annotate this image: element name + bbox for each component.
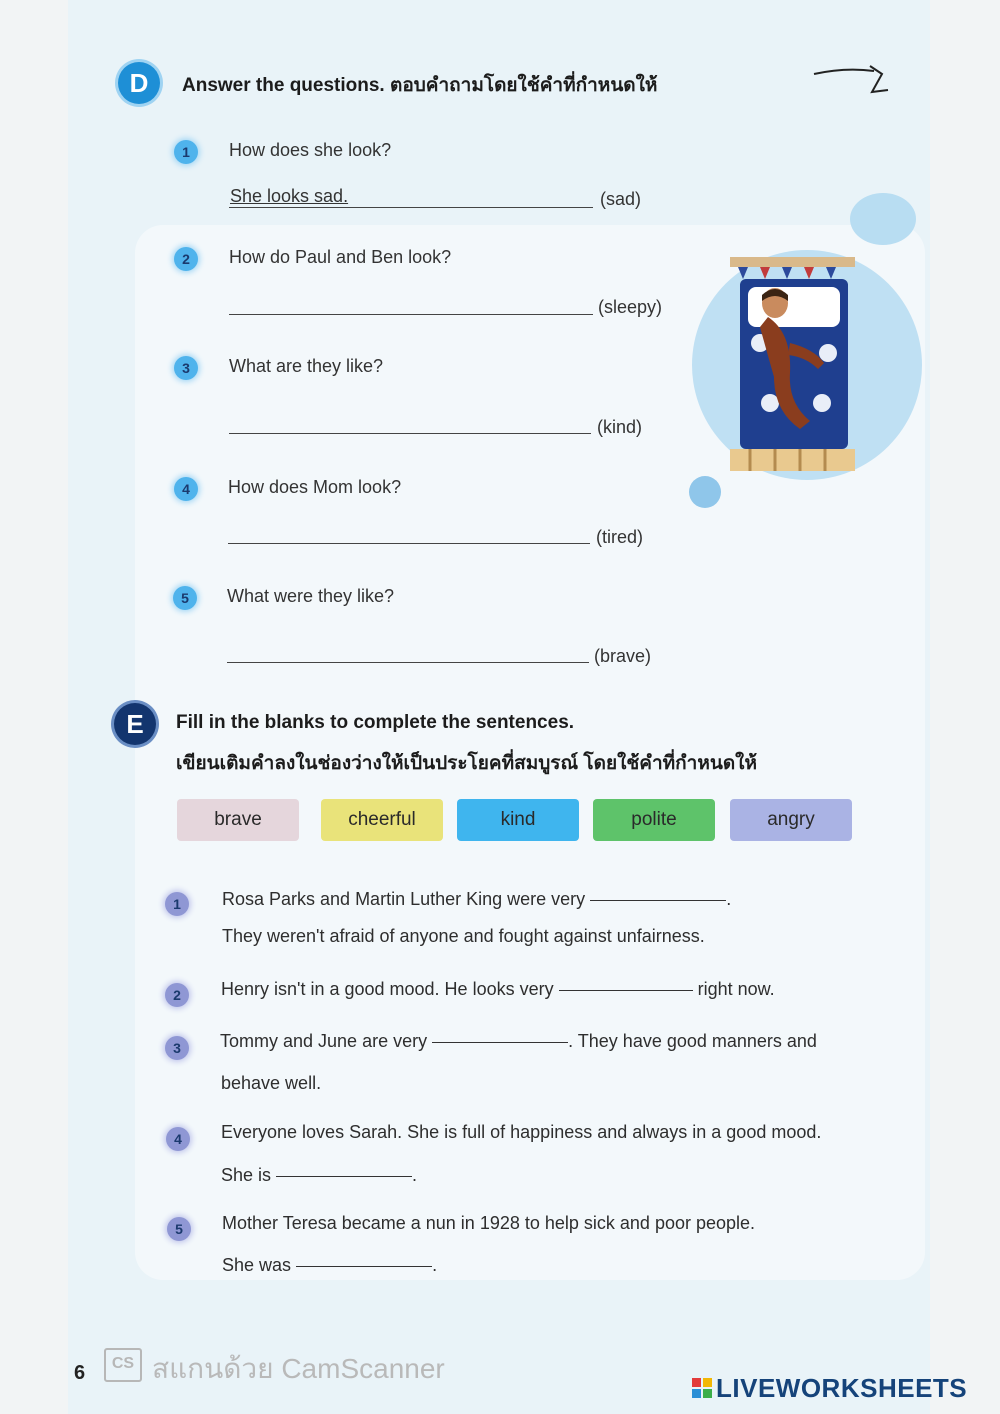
sentence-text: . [432,1255,438,1275]
section-d-badge: D [118,62,160,104]
sentence-line [221,979,775,1000]
sentence-number: 4 [166,1127,190,1151]
answer-hint: (sleepy) [598,297,663,317]
sentence-text: Rosa Parks and Martin Luther King were very [222,889,586,909]
word-bank-chip: polite [593,799,715,841]
sentence-text: Tommy and June are very [220,1031,428,1051]
sentence-text: Henry isn't in a good mood. He looks very [221,979,554,999]
sentence-text: They weren't afraid of anyone and fought against unfairness. [222,926,705,946]
question-number: 1 [174,140,198,164]
sentence-text: . They have good manners and [568,1031,817,1051]
section-e-instruction: Fill in the blanks to complete the sentences. [176,712,575,733]
section-e-badge: E [114,703,156,745]
question-text: How do Paul and Ben look? [229,247,452,267]
word-bank-chip: kind [457,799,579,841]
sleeping-child-illustration [730,253,855,475]
question-number: 5 [173,586,197,610]
answer-blank[interactable] [432,1041,568,1043]
answer-line[interactable] [229,314,593,315]
question-number: 3 [174,356,198,380]
sentence-number: 2 [165,983,189,1007]
word-bank-chip: brave [177,799,299,841]
word-bank-chip: angry [730,799,852,841]
sentence-line [222,1255,437,1276]
word-bank-chip: cheerful [321,799,443,841]
sentence-text: . [412,1165,418,1185]
check-mark-icon [812,62,892,98]
sentence-line [221,1165,417,1186]
sentence-text: . [726,889,732,909]
sentence-text: right now. [697,979,775,999]
section-e-instruction-thai: เขียนเติมคำลงในช่องว่างให้เป็นประโยคที่สมบูรณ์ โดยใช้คำที่กำหนดให้ [176,753,757,774]
sentence-text: behave well. [221,1073,322,1093]
camscanner-watermark: สแกนด้วย CamScanner [152,1353,445,1384]
sentence-text: Everyone loves Sarah. She is full of happiness and always in a good mood. [221,1122,822,1142]
question-text: How does Mom look? [228,477,402,497]
answer-hint: (brave) [594,646,652,666]
answer-blank[interactable] [590,899,726,901]
question-text: How does she look? [229,140,392,160]
sentence-number: 1 [165,892,189,916]
answer-blank[interactable] [296,1265,432,1267]
sentence-line [222,889,731,910]
sentence-text: She was [222,1255,292,1275]
answer-hint: (kind) [597,417,643,437]
decorative-circle [850,193,916,245]
answer-blank[interactable] [559,989,693,991]
question-text: What were they like? [227,586,395,606]
answer-blank[interactable] [276,1175,412,1177]
camscanner-logo-icon: CS [104,1348,142,1382]
sentence-number: 3 [165,1036,189,1060]
liveworksheets-brand[interactable]: LIVEWORKSHEETS [716,1373,968,1403]
page-number: 6 [74,1362,86,1384]
answer-hint: (tired) [596,527,644,547]
section-d-instruction: Answer the questions. ตอบคำถามโดยใช้คำที่กำหนดให้ [182,75,658,96]
sentence-text: She is [221,1165,272,1185]
answer-line[interactable] [227,662,589,663]
question-text: What are they like? [229,356,384,376]
answer-line[interactable] [229,207,593,208]
sentence-text: Mother Teresa became a nun in 1928 to help sick and poor people. [222,1213,756,1233]
sentence-number: 5 [167,1217,191,1241]
liveworksheets-logo-icon [692,1378,712,1398]
answer-line[interactable] [228,543,590,544]
decorative-dot [689,476,721,508]
question-number: 2 [174,247,198,271]
answer-example: She looks sad. [230,186,349,206]
answer-hint: (sad) [600,189,642,209]
question-number: 4 [174,477,198,501]
sentence-line [220,1031,817,1052]
answer-line[interactable] [229,433,591,434]
